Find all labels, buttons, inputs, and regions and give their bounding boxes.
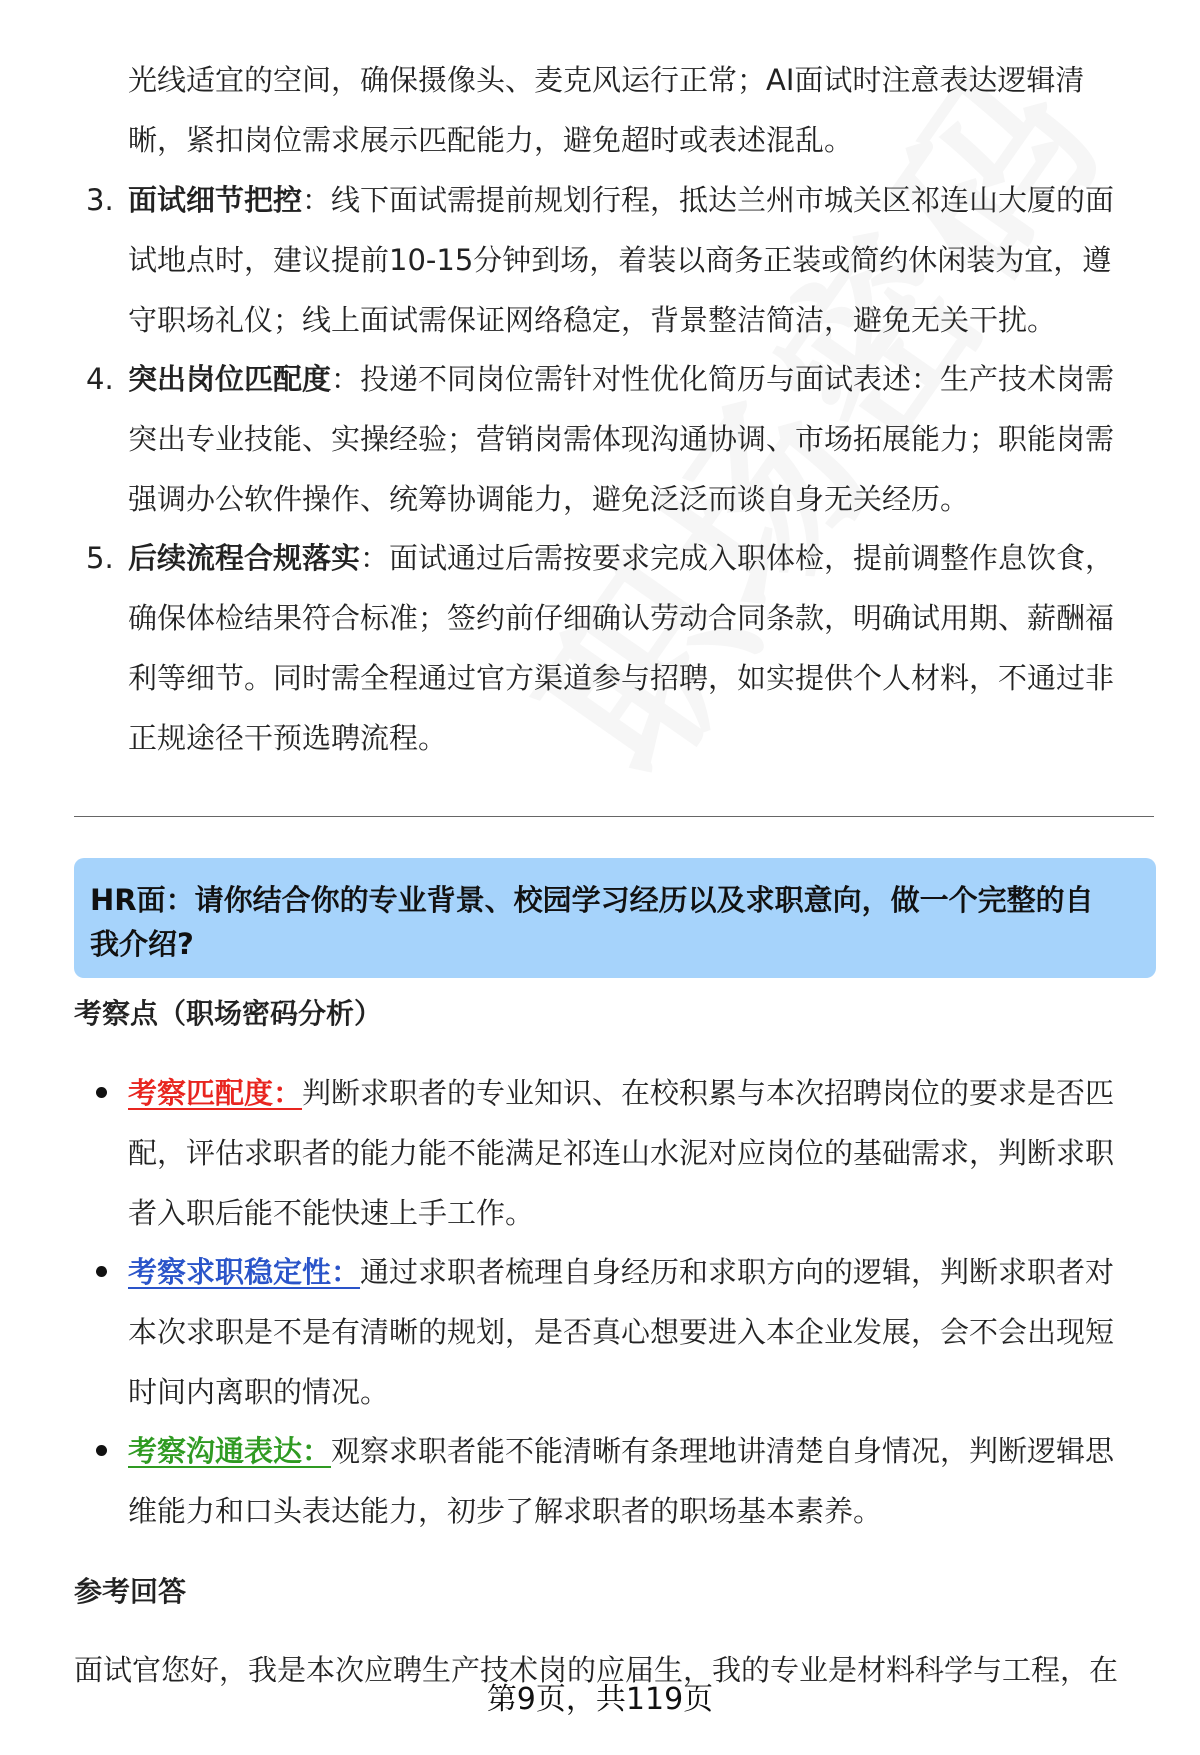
section-divider bbox=[74, 816, 1154, 817]
bullet-dot bbox=[96, 1445, 107, 1456]
text-line: 维能力和口头表达能力，初步了解求职者的职场基本素养。 bbox=[128, 1494, 883, 1528]
section-heading: 参考回答 bbox=[74, 1575, 187, 1608]
text-line: ：面试通过后需按要求完成入职体检，提前调整作息饮食， bbox=[360, 541, 1115, 575]
list-item-title: 突出岗位匹配度 bbox=[128, 362, 332, 396]
text-line: 守职场礼仪；线上面试需保证网络稳定，背景整洁简洁，避免无关干扰。 bbox=[128, 303, 1057, 337]
text-line: 强调办公软件操作、统筹协调能力，避免泛泛而谈自身无关经历。 bbox=[128, 482, 970, 516]
question-line: HR面：请你结合你的专业背景、校园学习经历以及求职意向，做一个完整的自 bbox=[90, 883, 1094, 917]
text-line: 正规途径干预选聘流程。 bbox=[128, 721, 448, 755]
text-line: 试地点时，建议提前10-15分钟到场，着装以商务正装或简约休闲装为宜，遵 bbox=[128, 243, 1112, 277]
bullet-item bbox=[74, 1421, 1154, 1541]
text-line: 突出专业技能、实操经验；营销岗需体现沟通协调、市场拓展能力；职能岗需 bbox=[128, 422, 1115, 456]
text-line: 光线适宜的空间，确保摄像头、麦克风运行正常；AI面试时注意表达逻辑清 bbox=[128, 63, 1085, 97]
list-number: 4. bbox=[86, 362, 114, 396]
bullet-keyword: 考察求职稳定性： bbox=[128, 1255, 361, 1289]
text-line: ：线下面试需提前规划行程，抵达兰州市城关区祁连山大厦的面 bbox=[302, 183, 1115, 217]
list-item-title: 后续流程合规落实 bbox=[128, 541, 361, 575]
text-line: 观察求职者能不能清晰有条理地讲清楚自身情况，判断逻辑思 bbox=[331, 1434, 1115, 1468]
list-item-continuation bbox=[128, 50, 1148, 170]
bullet-item bbox=[74, 1242, 1154, 1422]
bullet-item bbox=[74, 1063, 1154, 1243]
page-footer: 第9页，共119页 bbox=[486, 1682, 714, 1717]
list-item-title: 面试细节把控 bbox=[128, 183, 303, 217]
text-line: 者入职后能不能快速上手工作。 bbox=[128, 1196, 535, 1230]
bullet-dot bbox=[96, 1266, 107, 1277]
answer-paragraph: 面试官您好，我是本次应聘生产技术岗的应届生，我的专业是材料科学与工程，在 bbox=[74, 1653, 1119, 1687]
list-item bbox=[74, 349, 1154, 529]
list-item bbox=[74, 170, 1154, 350]
question-line: 我介绍? bbox=[90, 927, 194, 961]
text-line: 利等细节。同时需全程通过官方渠道参与招聘，如实提供个人材料，不通过非 bbox=[128, 661, 1115, 695]
bullet-keyword: 考察沟通表达： bbox=[128, 1434, 332, 1468]
list-number: 5. bbox=[86, 541, 114, 575]
section-heading: 考察点（职场密码分析） bbox=[74, 997, 383, 1030]
text-line: 确保体检结果符合标准；签约前仔细确认劳动合同条款，明确试用期、薪酬福 bbox=[128, 601, 1115, 635]
text-line: 配，评估求职者的能力能不能满足祁连山水泥对应岗位的基础需求，判断求职 bbox=[128, 1136, 1115, 1170]
text-line: 通过求职者梳理自身经历和求职方向的逻辑，判断求职者对 bbox=[360, 1255, 1115, 1289]
text-line: 晰，紧扣岗位需求展示匹配能力，避免超时或表述混乱。 bbox=[128, 123, 854, 157]
list-item bbox=[74, 528, 1154, 768]
text-line: 时间内离职的情况。 bbox=[128, 1375, 390, 1409]
text-line: ：投递不同岗位需针对性优化简历与面试表述：生产技术岗需 bbox=[331, 362, 1115, 396]
bullet-keyword: 考察匹配度： bbox=[128, 1076, 303, 1110]
text-line: 判断求职者的专业知识、在校积累与本次招聘岗位的要求是否匹 bbox=[302, 1076, 1115, 1110]
question-callout bbox=[74, 858, 1156, 978]
bullet-dot bbox=[96, 1087, 107, 1098]
list-number: 3. bbox=[86, 183, 114, 217]
text-line: 本次求职是不是有清晰的规划，是否真心想要进入本企业发展，会不会出现短 bbox=[128, 1315, 1115, 1349]
